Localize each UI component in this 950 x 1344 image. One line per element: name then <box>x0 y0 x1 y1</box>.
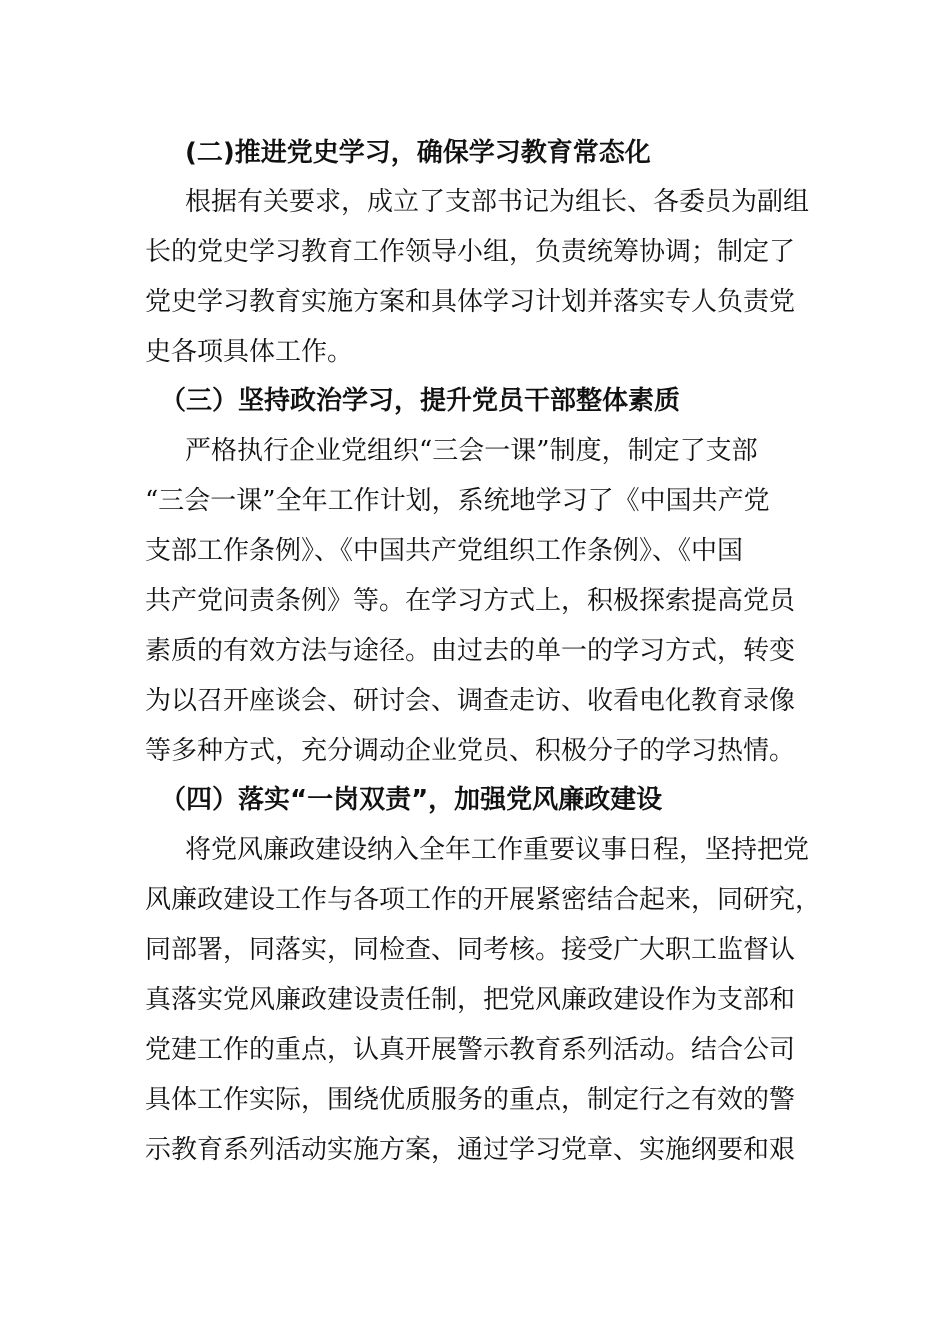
section-heading-2: (二)推进党史学习，确保学习教育常态化 <box>185 138 651 168</box>
paragraph-line: 具体工作实际，围绕优质服务的重点，制定行之有效的警 <box>145 1085 796 1115</box>
paragraph-line: “三会一课”全年工作计划，系统地学习了《中国共产党 <box>145 486 770 516</box>
paragraph-line: 党建工作的重点，认真开展警示教育系列活动。结合公司 <box>145 1035 796 1065</box>
paragraph-line: 为以召开座谈会、研讨会、调查走访、收看电化教育录像 <box>145 686 796 716</box>
paragraph-line: 真落实党风廉政建设责任制，把党风廉政建设作为支部和 <box>145 985 796 1015</box>
paragraph-line: 将党风廉政建设纳入全年工作重要议事日程，坚持把党 <box>185 835 810 865</box>
paragraph-line: 党史学习教育实施方案和具体学习计划并落实专人负责党 <box>145 287 796 317</box>
paragraph-line: 共产党问责条例》等。在学习方式上，积极探索提高党员 <box>145 586 796 616</box>
paragraph-line: 根据有关要求，成立了支部书记为组长、各委员为副组 <box>185 187 810 217</box>
paragraph-line: 支部工作条例》、《中国共产党组织工作条例》、《中国 <box>145 536 744 566</box>
section-heading-4: （四）落实“一岗双责”，加强党风廉政建设 <box>160 785 663 815</box>
paragraph-line: 风廉政建设工作与各项工作的开展紧密结合起来，同研究， <box>145 885 822 915</box>
paragraph-line: 长的党史学习教育工作领导小组，负责统筹协调；制定了 <box>145 237 796 267</box>
section-heading-3: （三）坚持政治学习，提升党员干部整体素质 <box>160 386 681 416</box>
paragraph-line: 等多种方式，充分调动企业党员、积极分子的学习热情。 <box>145 736 796 766</box>
paragraph-line: 示教育系列活动实施方案，通过学习党章、实施纲要和艰 <box>145 1135 796 1165</box>
paragraph-line: 史各项具体工作。 <box>145 337 354 367</box>
paragraph-line: 素质的有效方法与途径。由过去的单一的学习方式，转变 <box>145 636 796 666</box>
paragraph-line: 同部署，同落实，同检查、同考核。接受广大职工监督认 <box>145 935 796 965</box>
paragraph-line: 严格执行企业党组织“三会一课”制度，制定了支部 <box>185 436 758 466</box>
